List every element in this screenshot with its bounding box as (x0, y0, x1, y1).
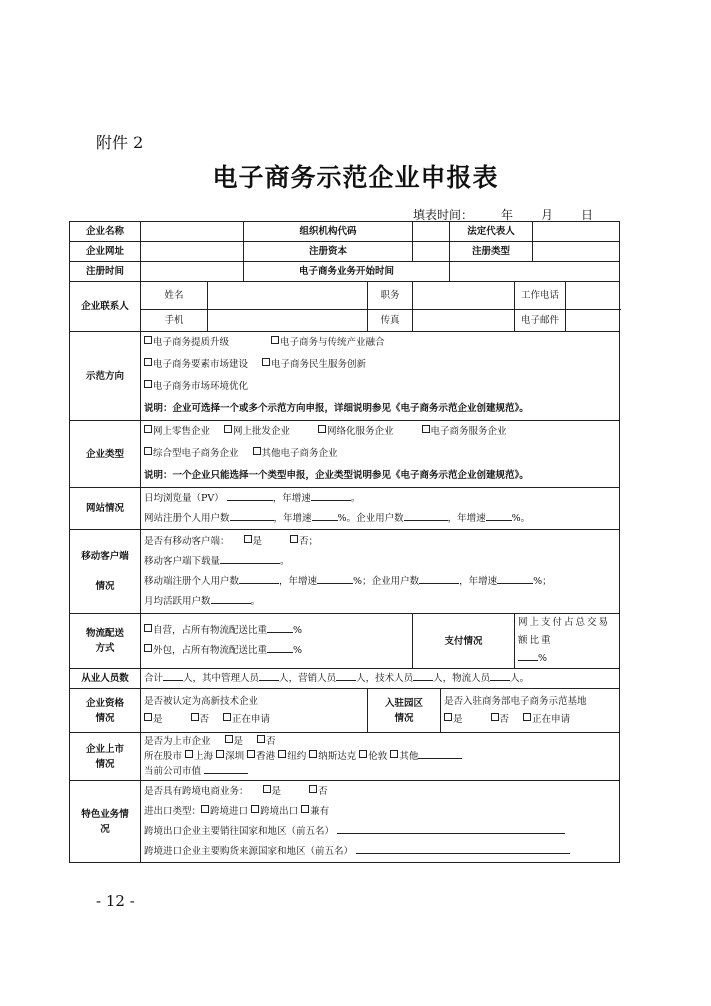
option-online-wholesale[interactable]: 网上批发企业 (233, 426, 291, 437)
input-org-code[interactable] (413, 222, 450, 242)
text-online-pay: 网上支付占总交易额比重 (518, 617, 611, 646)
fill-date-month: 月 (541, 208, 554, 222)
row-listing (70, 733, 620, 781)
input-website[interactable] (141, 242, 244, 262)
text-pct: % (293, 625, 303, 636)
checkbox-icon[interactable] (422, 425, 430, 433)
checkbox-icon[interactable] (523, 713, 531, 721)
mobile-content: 是否有移动客户端： 是 否； 移动客户端下载量 。 移动端注册个人用户数 ，年增速 %；企业用户数 ，年增速 %； 月均活跃用户数 。 (141, 530, 620, 614)
label-fax: 传真 (368, 310, 413, 332)
row-qualification (70, 689, 620, 733)
input-mobile-biz[interactable] (419, 574, 459, 584)
option-listed-yes[interactable]: 是 (233, 736, 244, 747)
listing-content (141, 733, 620, 781)
text-exchange: 所在股市 (144, 751, 183, 762)
checkbox-icon[interactable] (144, 644, 152, 652)
text-period: 。 (350, 492, 361, 504)
checkbox-icon[interactable] (278, 750, 286, 758)
text-export-markets: 跨境出口企业主要销往国家和地区（前五名） (144, 825, 335, 837)
checkbox-icon[interactable] (444, 713, 452, 721)
checkbox-icon[interactable] (224, 425, 232, 433)
text-biz-users: 企业用户数 (356, 512, 404, 524)
input-legal-rep[interactable] (533, 222, 620, 242)
input-reg-type[interactable] (533, 242, 620, 262)
input-fax[interactable] (413, 310, 515, 332)
input-contact-position[interactable] (413, 282, 515, 310)
text-mobile-pct2: %； (533, 575, 552, 587)
input-reg-capital[interactable] (413, 242, 450, 262)
option-outsourced[interactable]: 外包，占所有物流配送比重 (153, 645, 268, 656)
checkbox-icon[interactable] (144, 336, 152, 344)
checkbox-icon[interactable] (144, 447, 152, 455)
text-ie-type: 进出口类型： (144, 805, 202, 817)
checkbox-icon[interactable] (271, 336, 279, 344)
checkbox-icon[interactable] (223, 713, 231, 721)
input-other-exchange[interactable] (418, 749, 462, 759)
row-website-info (70, 488, 620, 530)
text-downloads: 移动客户端下载量 (144, 555, 221, 567)
checkbox-icon[interactable] (225, 735, 233, 743)
fill-date-day: 日 (581, 208, 594, 222)
checkbox-icon[interactable] (144, 380, 152, 388)
logistics-content (141, 614, 413, 669)
text-mau: 月均活跃用户数 (144, 595, 211, 607)
input-downloads[interactable] (220, 554, 280, 564)
checkbox-icon[interactable] (309, 785, 317, 793)
input-biz-growth[interactable] (486, 511, 512, 521)
label-contact-position: 职务 (368, 282, 413, 310)
checkbox-icon[interactable] (390, 750, 398, 758)
option-ec-market[interactable]: 电子商务要素市场建设 (153, 359, 249, 370)
checkbox-icon[interactable] (251, 805, 259, 813)
input-users-growth[interactable] (312, 511, 338, 521)
label-contact: 企业联系人 (70, 282, 141, 332)
option-comprehensive[interactable]: 综合型电子商务企业 (153, 448, 239, 459)
text-mobile-growth: ，年增速 (279, 575, 318, 587)
input-site-users[interactable] (230, 511, 274, 521)
row-website (70, 242, 620, 262)
application-form (69, 221, 620, 863)
option-app-yes[interactable]: 是 (252, 535, 263, 547)
annex-label: 附件 2 (96, 133, 144, 152)
text-mktcap: 当前公司市值 (144, 766, 202, 777)
label-reg-type: 注册类型 (450, 242, 533, 262)
label-contact-name: 姓名 (141, 282, 208, 310)
text-hitech: 是否被认定为高新技术企业 (144, 695, 259, 707)
option-cross-import[interactable]: 跨境进口 (210, 805, 249, 817)
park-content (441, 689, 620, 733)
label-website-info: 网站情况 (70, 488, 141, 530)
option-app-no[interactable]: 否； (299, 535, 319, 547)
input-email[interactable] (566, 310, 620, 332)
option-ec-service[interactable]: 电子商务服务企业 (430, 426, 507, 437)
input-self-pct[interactable] (267, 623, 293, 633)
checkbox-icon[interactable] (262, 358, 270, 366)
text-pv: 日均浏览量（PV） (144, 492, 224, 504)
company-type-options (141, 421, 620, 488)
label-ec-start-time: 电子商务业务开始时间 (244, 262, 450, 282)
form-title: 电子商务示范企业申报表 (212, 163, 499, 192)
option-nasdaq[interactable]: 纳斯达克 (318, 751, 357, 762)
input-mobile-growth2[interactable] (497, 574, 533, 584)
checkbox-icon[interactable] (144, 624, 152, 632)
input-online-pay[interactable] (518, 651, 538, 661)
option-hitech-yes[interactable]: 是 (153, 713, 163, 725)
checkbox-icon[interactable] (318, 425, 326, 433)
website-info-content (141, 488, 620, 530)
input-import-sources[interactable] (356, 844, 570, 854)
input-contact-name[interactable] (208, 282, 368, 310)
input-company-name[interactable] (141, 222, 244, 242)
row-reg-time (70, 262, 620, 282)
option-sz[interactable]: 深圳 (225, 751, 245, 762)
text-end: 。 (250, 595, 261, 607)
input-tech[interactable] (413, 671, 433, 681)
option-network-service[interactable]: 网络化服务企业 (327, 426, 394, 437)
row-company-name (70, 222, 620, 242)
text-has-app: 是否有移动客户端： (144, 535, 230, 547)
text-mobile-biz: 企业用户数 (371, 575, 420, 587)
input-ec-start-time[interactable] (450, 262, 620, 282)
checkbox-icon[interactable] (359, 750, 367, 758)
option-ec-upgrade[interactable]: 电子商务提质升级 (153, 337, 230, 348)
label-mobile: 手机 (141, 310, 208, 332)
checkbox-icon[interactable] (263, 785, 271, 793)
text-mobile-pct: %； (353, 575, 372, 587)
checkbox-icon[interactable] (491, 713, 499, 721)
option-other[interactable]: 其他 (399, 751, 419, 762)
row-demo-direction (70, 332, 620, 421)
label-qualification: 企业资格 情况 (70, 689, 141, 733)
fill-date-year: 年 (501, 208, 514, 222)
special-content (141, 781, 620, 863)
text-site-users: 网站注册个人用户数 (144, 512, 230, 524)
option-sh[interactable]: 上海 (194, 751, 214, 762)
option-ec-environment[interactable]: 电子商务市场环境优化 (153, 381, 249, 392)
checkbox-icon[interactable] (309, 750, 317, 758)
text-biz-growth: ，年增速 (447, 512, 486, 524)
label-special: 特色业务情 况 (70, 781, 141, 863)
row-contact-2 (70, 310, 620, 332)
label-reg-time: 注册时间 (70, 262, 141, 282)
option-listed-no[interactable]: 否 (266, 736, 276, 747)
label-website: 企业网址 (70, 242, 141, 262)
option-ec-traditional[interactable]: 电子商务与传统产业融合 (280, 337, 385, 348)
option-hitech-no[interactable]: 否 (199, 713, 210, 725)
label-email: 电子邮件 (515, 310, 566, 332)
qualification-content (141, 689, 368, 733)
input-mgmt[interactable] (259, 671, 279, 681)
label-legal-rep: 法定代表人 (450, 222, 533, 242)
text-mobile-growth2: ，年增速 (459, 575, 498, 587)
option-ldn[interactable]: 伦敦 (368, 751, 388, 762)
checkbox-icon[interactable] (185, 750, 193, 758)
input-biz-users[interactable] (404, 511, 448, 521)
option-cross-export[interactable]: 跨境出口 (260, 805, 299, 817)
input-sales[interactable] (336, 671, 356, 681)
staff-content: 合计 人，其中管理人员 人，营销人员 人，技术人员 人，物流人员 人。 (141, 669, 620, 689)
text-pct2: % (293, 645, 303, 656)
company-type-note: 说明：一个企业只能选择一个类型申报，企业类型说明参见《电子商务示范企业创建规范》。 (144, 470, 529, 481)
text-pv-growth: ，年增速 (272, 492, 311, 504)
label-staff: 从业人员数 (70, 669, 141, 689)
label-mobile-app: 移动客户端 情况 (70, 530, 141, 614)
label-park: 入驻园区 情况 (368, 689, 441, 733)
option-self-logistics[interactable]: 自营，占所有物流配送比重 (153, 625, 268, 636)
input-outsourced-pct[interactable] (267, 643, 293, 653)
option-park-applying[interactable]: 正在申请 (532, 713, 571, 725)
label-company-type: 企业类型 (70, 421, 141, 488)
page-number: - 12 - (96, 892, 135, 910)
option-other-ec[interactable]: 其他电子商务企业 (261, 448, 338, 459)
option-cross-no[interactable]: 否 (318, 785, 328, 797)
row-staff (70, 669, 620, 689)
input-pv-growth[interactable] (311, 491, 351, 501)
row-contact-1 (70, 282, 620, 310)
option-ny[interactable]: 纽约 (287, 751, 307, 762)
text-users-growth: ，年增速 (273, 512, 312, 524)
text-pct3: % (538, 653, 548, 664)
label-logistics: 物流配送 方式 (70, 614, 141, 669)
text-listed: 是否为上市企业 (144, 736, 211, 747)
fill-date-label: 填表时间： (413, 208, 474, 222)
checkbox-icon[interactable] (301, 805, 309, 813)
input-mobile-growth[interactable] (317, 574, 353, 584)
input-logi[interactable] (490, 671, 510, 681)
option-ec-livelihood[interactable]: 电子商务民生服务创新 (271, 359, 367, 370)
label-reg-capital: 注册资本 (244, 242, 413, 262)
text-mobile-users: 移动端注册个人用户数 (144, 575, 240, 587)
text-cross: 是否具有跨境电商业务： (144, 785, 249, 797)
checkbox-icon[interactable] (144, 425, 152, 433)
demo-direction-note: 说明：企业可选择一个或多个示范方向申报，详细说明参见《电子商务示范企业创建规范》。 (144, 403, 529, 414)
input-mktcap[interactable] (204, 764, 248, 774)
checkbox-icon[interactable] (247, 750, 255, 758)
checkbox-icon[interactable] (290, 535, 298, 543)
text-import-sources: 跨境进口企业主要购货来源国家和地区（前五名） (144, 845, 354, 857)
label-demo-direction: 示范方向 (70, 332, 141, 421)
payment-content (515, 614, 620, 669)
option-park-yes[interactable]: 是 (453, 713, 463, 725)
checkbox-icon[interactable] (191, 713, 199, 721)
checkbox-icon[interactable] (201, 805, 209, 813)
input-mobile[interactable] (208, 310, 368, 332)
checkbox-icon[interactable] (144, 713, 152, 721)
input-mau[interactable] (211, 594, 251, 604)
label-company-name: 企业名称 (70, 222, 141, 242)
checkbox-icon[interactable] (244, 535, 252, 543)
text-pct2: %。 (511, 512, 531, 524)
checkbox-icon[interactable] (257, 735, 265, 743)
text-pct: %。 (337, 512, 357, 524)
option-cross-both[interactable]: 兼有 (310, 805, 330, 817)
input-pv[interactable] (227, 491, 273, 501)
row-logistics (70, 614, 620, 669)
input-export-markets[interactable] (337, 824, 565, 834)
checkbox-icon[interactable] (216, 750, 224, 758)
demo-direction-options (141, 332, 620, 421)
label-org-code: 组织机构代码 (244, 222, 413, 242)
input-reg-time[interactable] (141, 262, 244, 282)
label-listing: 企业上市 情况 (70, 733, 141, 781)
input-mobile-users[interactable] (239, 574, 279, 584)
checkbox-icon[interactable] (144, 358, 152, 366)
option-hk[interactable]: 香港 (256, 751, 276, 762)
option-cross-yes[interactable]: 是 (271, 785, 282, 797)
label-work-phone: 工作电话 (515, 282, 566, 310)
input-total[interactable] (163, 671, 183, 681)
checkbox-icon[interactable] (253, 447, 261, 455)
text-park: 是否入驻商务部电子商务示范基地 (444, 695, 587, 707)
row-mobile (70, 530, 620, 614)
option-hitech-applying[interactable]: 正在申请 (232, 713, 271, 725)
row-company-type (70, 421, 620, 488)
row-special (70, 781, 620, 863)
label-payment: 支付情况 (413, 614, 515, 669)
option-park-no[interactable]: 否 (499, 713, 510, 725)
input-work-phone[interactable] (566, 282, 620, 310)
option-online-retail[interactable]: 网上零售企业 (153, 426, 211, 437)
